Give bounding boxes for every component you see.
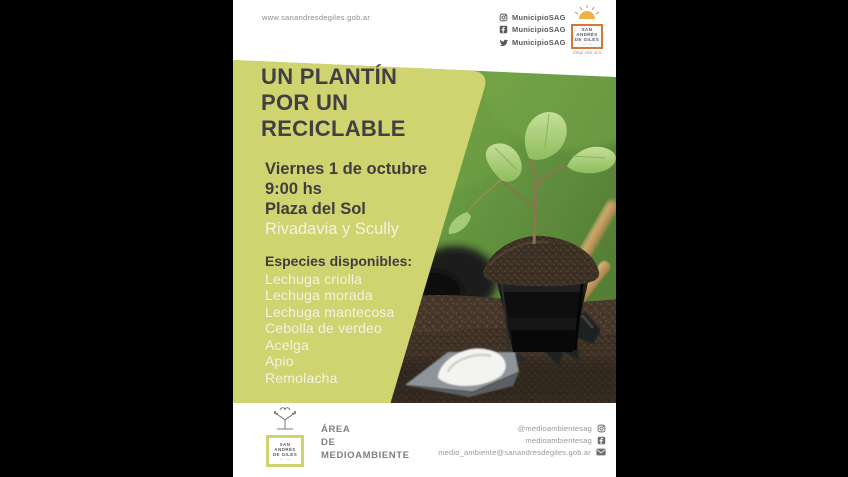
- title-line: UN PLANTÍN: [261, 64, 398, 89]
- species-list: [265, 253, 412, 386]
- logo-text: SAN: [279, 441, 291, 447]
- area-line: ÁREA: [321, 424, 351, 435]
- contact-row-instagram: [376, 422, 606, 434]
- poster-title: [261, 64, 491, 142]
- logo-dash: — · —: [581, 42, 593, 46]
- species-heading: Especies disponibles:: [265, 253, 413, 269]
- instagram-icon: [597, 424, 606, 433]
- event-time: 9:00 hs: [265, 180, 322, 198]
- species-item: Acelga: [265, 336, 310, 353]
- logo-text: DE GILES: [272, 451, 298, 457]
- title-line: RECICLABLE: [261, 116, 406, 141]
- email-icon: [596, 448, 606, 456]
- logo-text: DE GILES: [574, 37, 600, 42]
- sun-icon: [572, 4, 602, 19]
- logo-dash: — · —: [279, 456, 291, 461]
- logo-text: ANDRÉS: [274, 446, 296, 452]
- instagram-icon: [499, 13, 508, 22]
- species-item: Apio: [265, 353, 294, 369]
- event-details: [265, 159, 427, 239]
- footer-contacts: [376, 422, 606, 458]
- logo-tagline: Elegí vivir acá: [572, 50, 601, 55]
- event-date: Viernes 1 de octubre: [265, 160, 428, 178]
- municipal-logo: [567, 4, 607, 55]
- logo-square: [571, 24, 603, 49]
- event-address: Rivadavia y Scully: [265, 220, 399, 238]
- footer-municipal-logo: [257, 406, 313, 467]
- species-item: Lechuga criolla: [265, 270, 363, 287]
- logo-text: SAN: [581, 27, 593, 32]
- contact-text: @medioambientesag: [517, 423, 592, 433]
- contact-text: medioambientesag: [525, 435, 592, 445]
- twitter-icon: [499, 38, 508, 47]
- social-handle: MunicipioSAG: [512, 37, 566, 47]
- contact-row-email: [376, 446, 606, 458]
- area-line: DE: [321, 437, 336, 448]
- event-place: Plaza del Sol: [265, 200, 366, 218]
- species-item: Remolacha: [265, 369, 338, 386]
- area-line: MEDIOAMBIENTE: [321, 450, 410, 461]
- social-handle: MunicipioSAG: [512, 12, 566, 22]
- social-handle: MunicipioSAG: [512, 25, 566, 34]
- species-item: Lechuga mantecosa: [265, 303, 395, 320]
- title-line: POR UN: [261, 90, 349, 115]
- website-url: www.sanandresdegiles.gob.ar: [262, 13, 371, 22]
- facebook-icon: [597, 436, 606, 445]
- event-poster: [233, 0, 616, 477]
- contact-row-facebook: [376, 434, 606, 446]
- contact-text: medio_ambiente@sanandresdegiles.gob.ar: [438, 447, 591, 457]
- line-art-sketch-icon: [267, 406, 303, 430]
- facebook-icon: [499, 25, 508, 34]
- species-item: Lechuga morada: [265, 287, 373, 303]
- logo-text: ANDRÉS: [576, 32, 598, 37]
- species-item: Cebolla de verdeo: [265, 320, 383, 336]
- footer-logo-square: [266, 435, 304, 467]
